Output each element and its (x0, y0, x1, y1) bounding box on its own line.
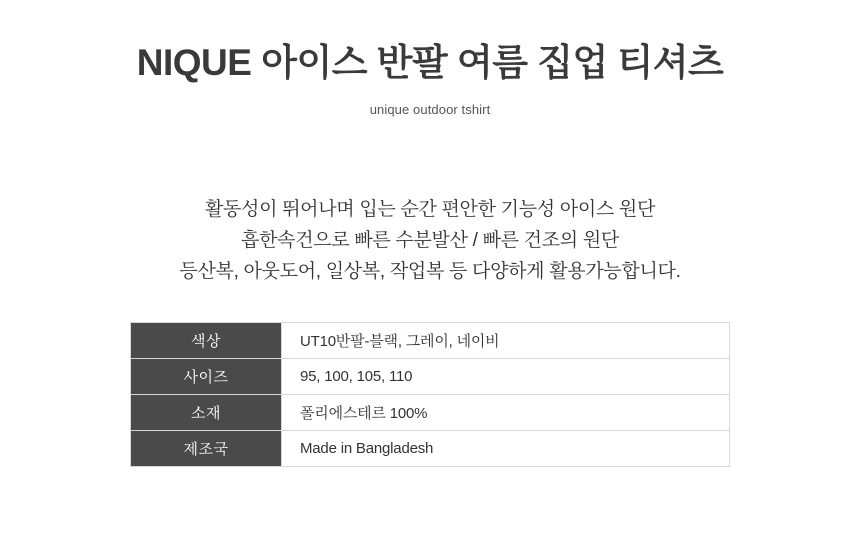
description-line: 등산복, 아웃도어, 일상복, 작업복 등 다양하게 활용가능합니다. (179, 260, 681, 282)
table-row (131, 395, 730, 431)
spec-label: 색상 (131, 323, 282, 359)
spec-value: 95, 100, 105, 110 (282, 359, 730, 395)
table-row (131, 359, 730, 395)
page-title: NIQUE 아이스 반팔 여름 집업 티셔츠 (136, 42, 724, 83)
table-row (131, 323, 730, 359)
page-subtitle: unique outdoor tshirt (369, 102, 491, 118)
product-description (0, 117, 860, 287)
spec-table-wrapper (130, 322, 730, 467)
spec-label: 제조국 (131, 431, 282, 467)
spec-label: 사이즈 (131, 359, 282, 395)
spec-label: 소재 (131, 395, 282, 431)
spec-value: 폴리에스테르 100% (282, 395, 730, 431)
description-line: 흡한속건으로 빠른 수분발산 / 빠른 건조의 원단 (241, 230, 619, 252)
table-row (131, 431, 730, 467)
description-line: 활동성이 뛰어나며 입는 순간 편안한 기능성 아이스 원단 (204, 199, 656, 221)
spec-value: UT10반팔-블랙, 그레이, 네이비 (282, 323, 730, 359)
spec-table (130, 322, 730, 467)
spec-value: Made in Bangladesh (282, 431, 730, 467)
